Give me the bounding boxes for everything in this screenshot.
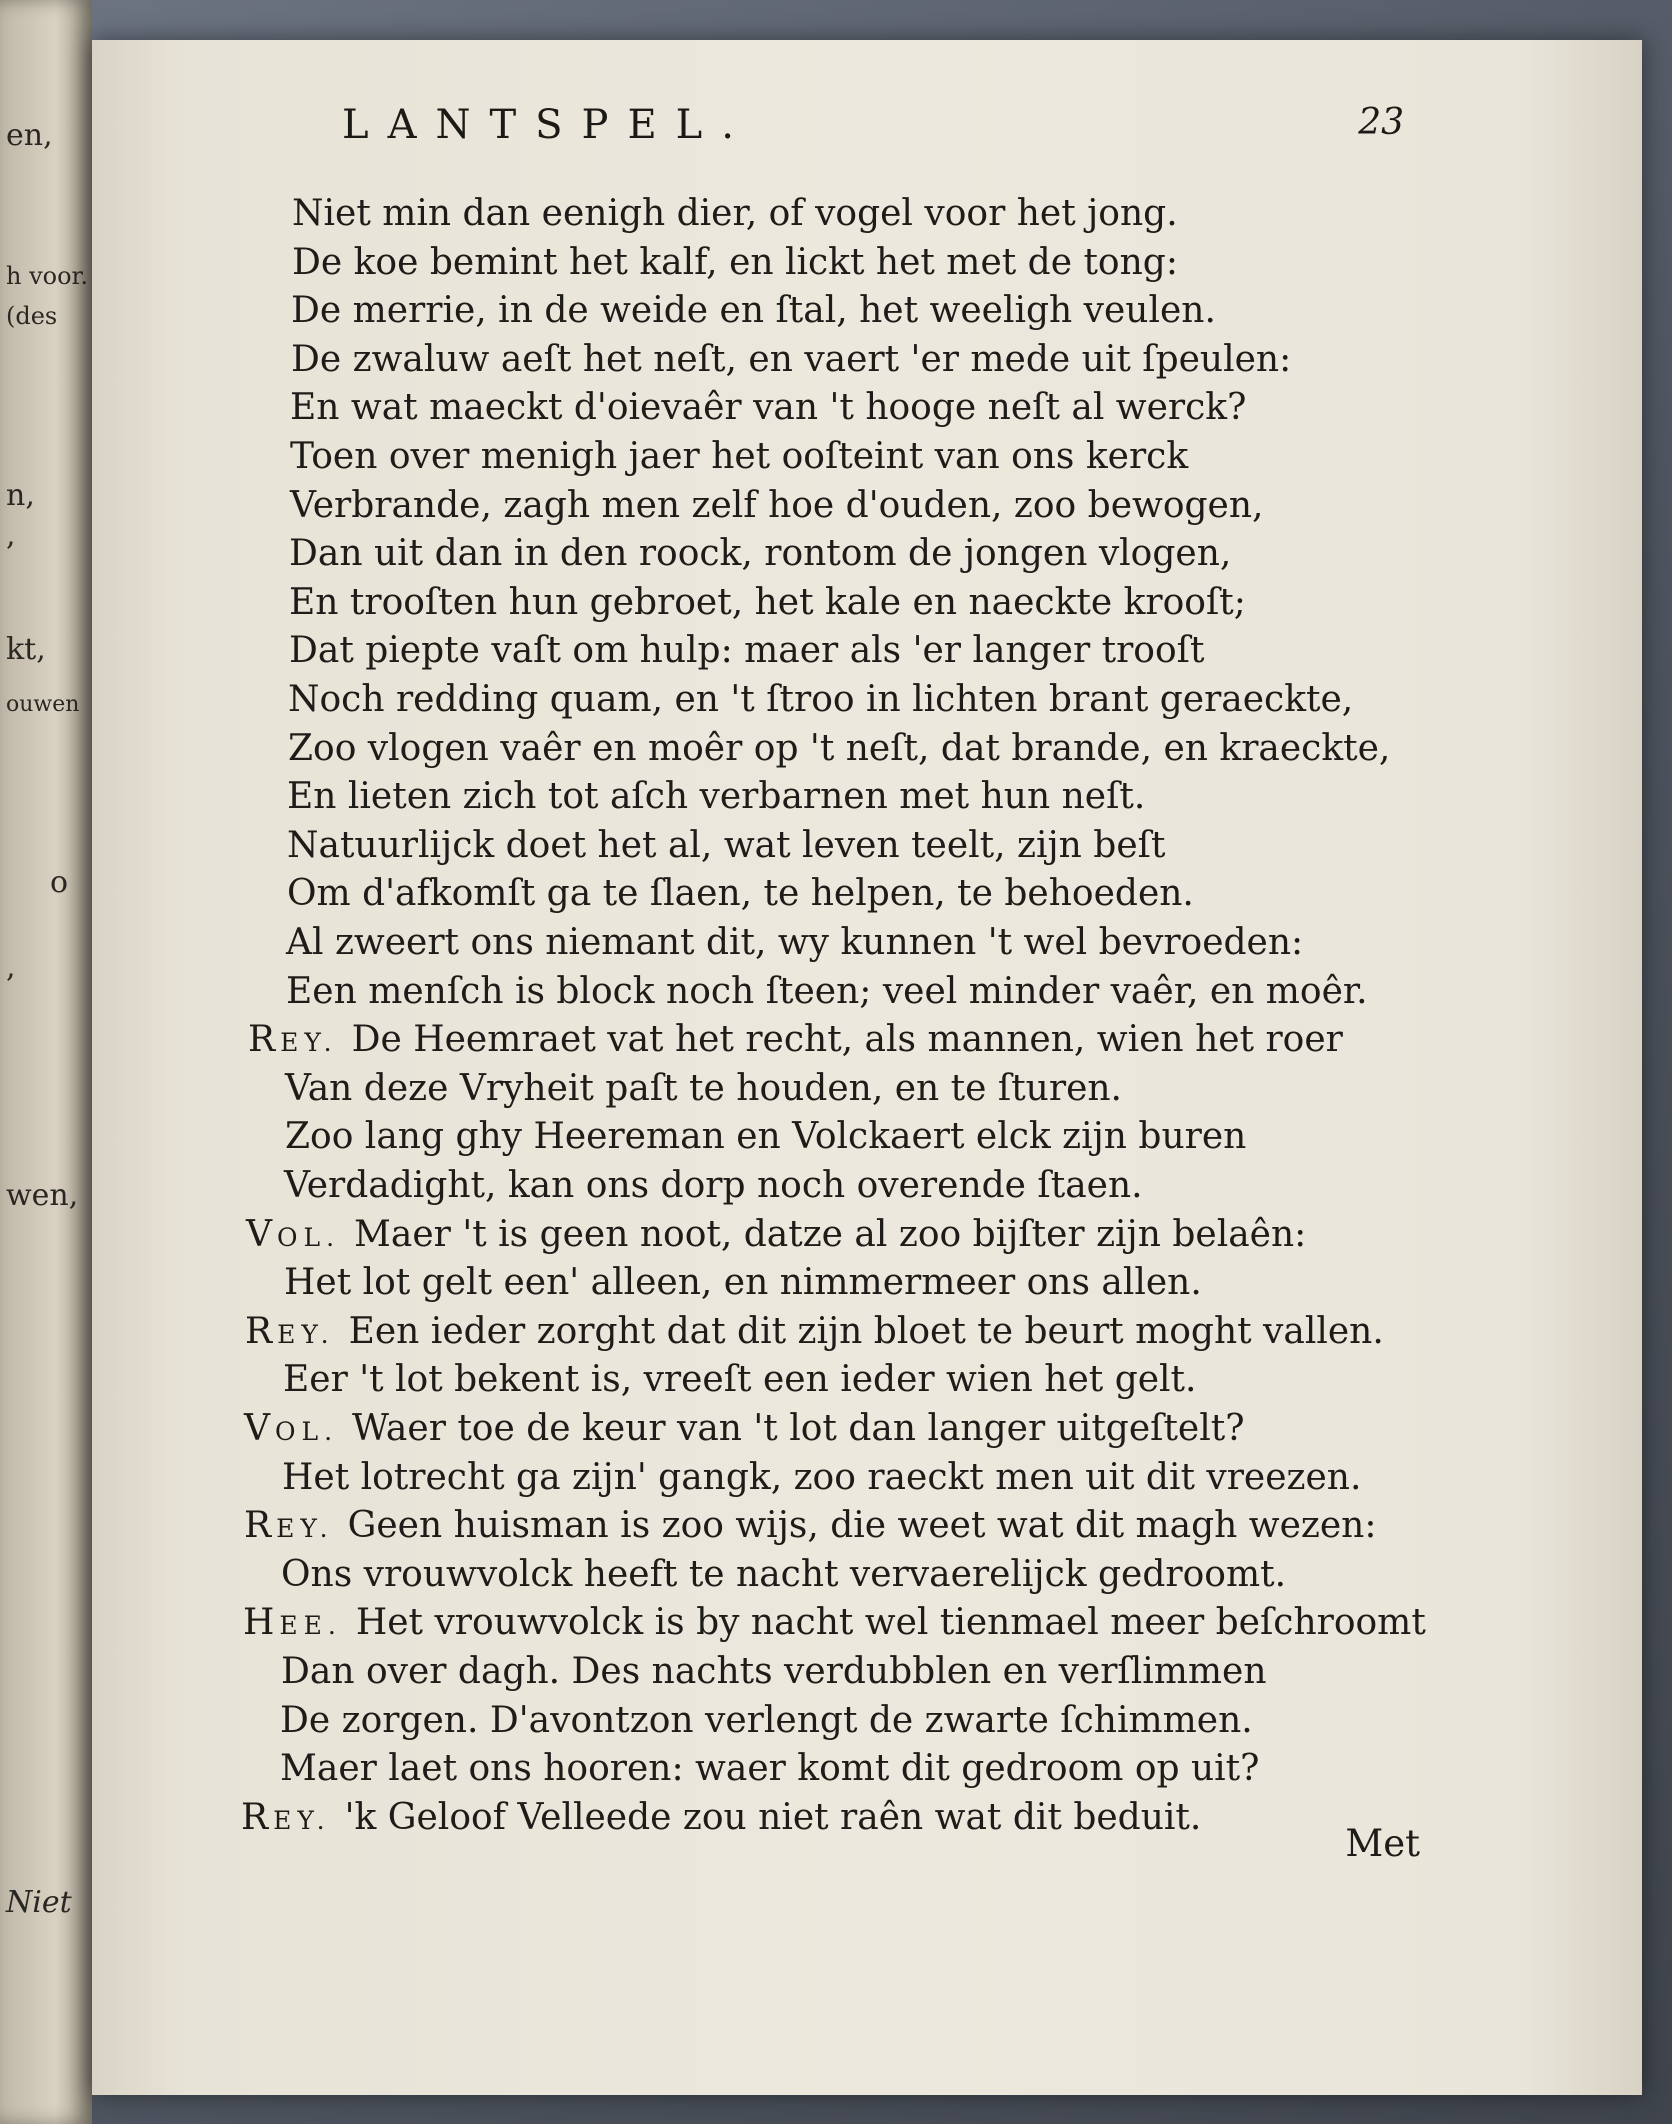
running-title: LANTSPEL.	[342, 102, 753, 148]
verse-line	[287, 822, 1165, 870]
line-text: Een menſch is block noch ſteen; veel minder vaêr, en moêr.	[286, 971, 1368, 1012]
line-text: En trooſten hun gebroet, het kale en naeckte krooſt;	[289, 582, 1246, 623]
line-text: Dan over dagh. Des nachts verdubblen en verſlimmen	[281, 1651, 1267, 1692]
line-text: 'k Geloof Velleede zou niet raên wat dit beduit.	[344, 1797, 1202, 1838]
verse-line	[284, 1259, 1202, 1307]
verse-line	[285, 1113, 1246, 1161]
left-page-fragment: Niet	[6, 1885, 72, 1920]
verse-line	[281, 1648, 1267, 1696]
line-text: Maer laet ons hooren: waer komt dit gedroom op uit?	[280, 1748, 1260, 1789]
book-page	[92, 40, 1642, 2095]
left-page-fragment: h voor.	[6, 262, 89, 290]
line-text: Ons vrouwvolck heeft te nacht vervaerelijck gedroomt.	[281, 1554, 1287, 1595]
line-text: Dat piepte vaſt om hulp: maer als 'er langer trooſt	[289, 630, 1205, 671]
line-text: Het lot gelt een' alleen, en nimmermeer ons allen.	[284, 1262, 1202, 1303]
left-page-fragment: ouwen	[6, 692, 80, 717]
line-text: En wat maeckt d'oievaêr van 't hooge neſt al werck?	[290, 387, 1247, 428]
verse-line	[282, 1454, 1361, 1502]
left-page-fragment: en,	[6, 118, 53, 153]
line-text: En lieten zich tot aſch verbarnen met hun neſt.	[287, 776, 1146, 817]
line-text: Toen over menigh jaer het ooſteint van ons kerck	[290, 436, 1189, 477]
left-page-fragment: n,	[6, 478, 35, 513]
line-text: Verdadight, kan ons dorp noch overende ſtaen.	[284, 1165, 1143, 1206]
left-page-fragment: wen,	[6, 1178, 79, 1213]
verse-line	[286, 968, 1368, 1016]
speech-line	[243, 1599, 1426, 1647]
verse-line	[280, 1697, 1253, 1745]
speaker-label: REY.	[241, 1797, 331, 1838]
page-number: 23	[1358, 102, 1404, 143]
verse-line	[290, 433, 1188, 481]
verse-line	[288, 676, 1353, 724]
verse-line	[289, 530, 1231, 578]
speaker-label: VOL.	[244, 1408, 339, 1449]
speech-line	[244, 1502, 1377, 1550]
catchword: Met	[1345, 1822, 1420, 1865]
line-text: Zoo lang ghy Heereman en Volckaert elck zijn buren	[285, 1116, 1247, 1157]
left-page-fragment: o	[50, 865, 69, 900]
line-text: De Heemraet vat het recht, als mannen, wien het roer	[351, 1019, 1343, 1060]
line-text: Zoo vlogen vaêr en moêr op 't neſt, dat brande, en kraeckte,	[288, 728, 1391, 769]
verse-line	[287, 870, 1194, 918]
verse-line	[290, 384, 1246, 432]
speech-line	[244, 1405, 1245, 1453]
left-page-fragment: (des	[6, 302, 58, 330]
speech-line	[241, 1794, 1201, 1842]
verse-line	[291, 287, 1216, 335]
line-text: De merrie, in de weide en ſtal, het weeligh veulen.	[291, 290, 1216, 331]
verse-line	[289, 579, 1246, 627]
previous-page-edge	[0, 0, 92, 2124]
verse-line	[284, 1162, 1143, 1210]
line-text: Verbrande, zagh men zelf hoe d'ouden, zoo bewogen,	[290, 485, 1264, 526]
line-text: Eer 't lot bekent is, vreeſt een ieder wien het gelt.	[283, 1359, 1197, 1400]
line-text: Het vrouwvolck is by nacht wel tienmael meer beſchroomt	[355, 1602, 1426, 1643]
line-text: Waer toe de keur van 't lot dan langer uitgeſtelt?	[352, 1408, 1245, 1449]
verse-line	[292, 190, 1178, 238]
line-text: Geen huisman is zoo wijs, die weet wat dit magh wezen:	[347, 1505, 1377, 1546]
line-text: Noch redding quam, en 't ſtroo in lichten brant geraeckte,	[288, 679, 1354, 720]
verse-line	[292, 239, 1178, 287]
line-text: Dan uit dan in den roock, rontom de jongen vlogen,	[289, 533, 1232, 574]
verse-line	[285, 1065, 1122, 1113]
left-page-fragment: kt,	[6, 632, 46, 667]
verse-line	[283, 1356, 1196, 1404]
verse-line	[286, 919, 1303, 967]
speech-line	[248, 1016, 1343, 1064]
speaker-label: REY.	[248, 1019, 338, 1060]
speech-line	[245, 1308, 1384, 1356]
speaker-label: VOL.	[246, 1214, 341, 1255]
line-text: Natuurlijck doet het al, wat leven teelt, zijn beſt	[287, 825, 1166, 866]
speaker-label: REY.	[244, 1505, 334, 1546]
verse-line	[281, 1551, 1286, 1599]
line-text: Een ieder zorght dat dit zijn bloet te beurt moght vallen.	[348, 1311, 1384, 1352]
line-text: Om d'afkomſt ga te ſlaen, te helpen, te behoeden.	[287, 873, 1194, 914]
line-text: Maer 't is geen noot, datze al zoo bijſter zijn belaên:	[354, 1214, 1307, 1255]
speech-line	[246, 1211, 1306, 1259]
verse-line	[280, 1745, 1259, 1793]
verse-line	[290, 482, 1263, 530]
line-text: De zorgen. D'avontzon verlengt de zwarte ſchimmen.	[280, 1700, 1253, 1741]
speaker-label: HEE.	[243, 1602, 342, 1643]
line-text: Niet min dan eenigh dier, of vogel voor het jong.	[292, 193, 1178, 234]
left-page-fragment: ,	[6, 950, 16, 985]
line-text: De zwaluw aeſt het neſt, en vaert 'er mede uit ſpeulen:	[291, 339, 1292, 380]
verse-line	[289, 627, 1204, 675]
line-text: Van deze Vryheit paſt te houden, en te ſturen.	[285, 1068, 1122, 1109]
verse-line	[287, 773, 1145, 821]
speaker-label: REY.	[245, 1311, 335, 1352]
line-text: Het lotrecht ga zijn' gangk, zoo raeckt men uit dit vreezen.	[282, 1457, 1362, 1498]
left-page-fragment: ,	[6, 518, 16, 553]
line-text: Al zweert ons niemant dit, wy kunnen 't wel bevroeden:	[286, 922, 1304, 963]
line-text: De koe bemint het kalf, en lickt het met de tong:	[292, 242, 1178, 283]
verse-line	[291, 336, 1291, 384]
verse-line	[288, 725, 1390, 773]
